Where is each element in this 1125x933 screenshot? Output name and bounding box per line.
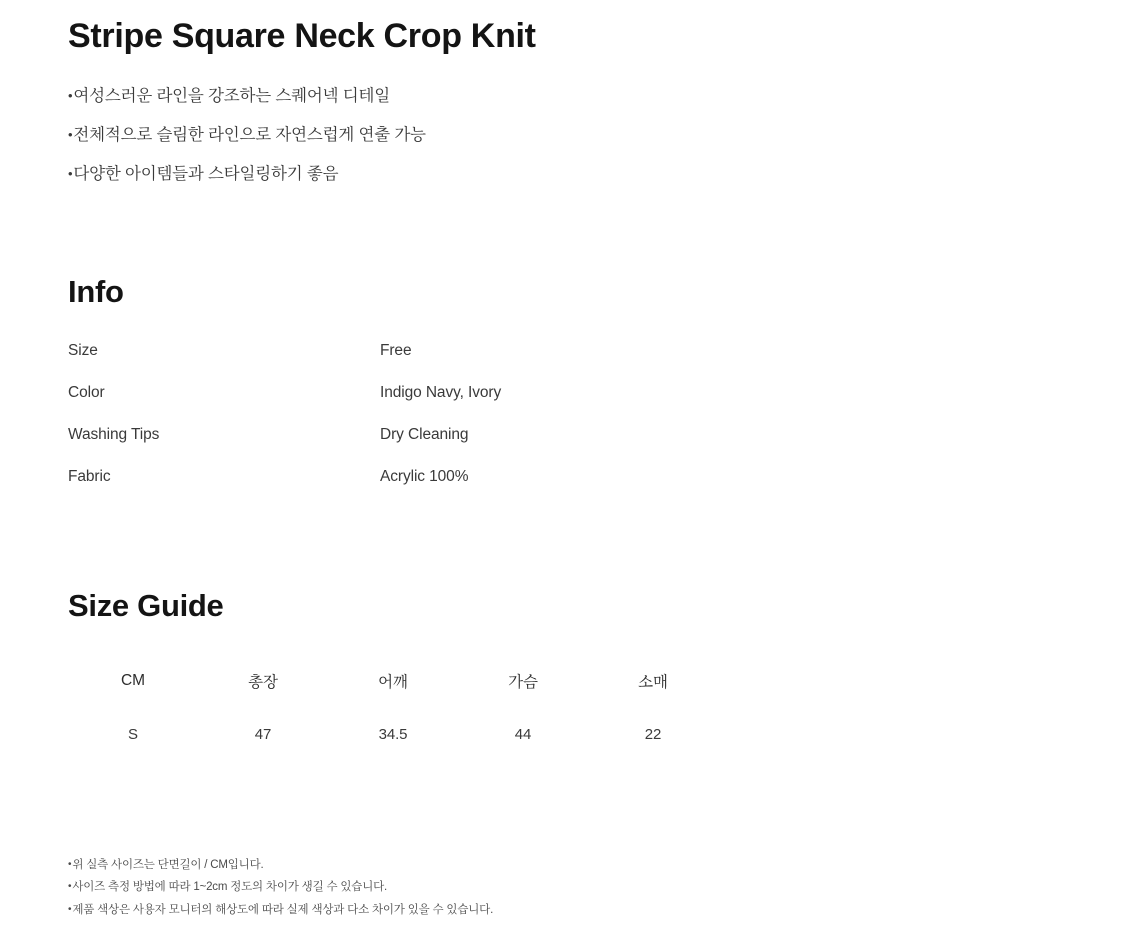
size-guide-section-heading: Size Guide (68, 588, 224, 624)
table-row (68, 468, 708, 510)
info-table (68, 342, 708, 510)
size-cell: 34.5 (378, 726, 408, 744)
bullet-icon: • (68, 881, 72, 893)
feature-list (68, 84, 1057, 186)
info-label: Color (68, 384, 105, 402)
feature-text: 다양한 아이템들과 스타일링하기 좋음 (73, 164, 339, 183)
table-row (68, 342, 708, 384)
size-column-header: 소매 (638, 674, 668, 692)
size-guide-table (68, 670, 718, 743)
footnote-text: 위 실측 사이즈는 단면길이 / CM입니다. (72, 858, 264, 871)
list-item (68, 857, 493, 875)
size-cell: 22 (644, 726, 662, 744)
size-column-header: 총장 (248, 674, 278, 692)
info-value: Indigo Navy, Ivory (380, 384, 502, 402)
list-item (68, 879, 493, 897)
info-label: Washing Tips (68, 426, 160, 444)
size-cell: S (128, 726, 138, 744)
info-section-heading: Info (68, 274, 124, 310)
bullet-icon: • (68, 858, 72, 870)
list-item (68, 902, 493, 920)
size-column-header: CM (121, 672, 145, 690)
info-value: Acrylic 100% (380, 468, 469, 486)
feature-text: 여성스러운 라인을 강조하는 스퀘어넥 디테일 (73, 87, 390, 106)
page-title: Stripe Square Neck Crop Knit (68, 17, 536, 55)
list-item (68, 162, 1057, 187)
size-cell: 47 (254, 726, 272, 744)
table-row (68, 426, 708, 468)
bullet-icon: • (68, 165, 73, 181)
bullet-icon: • (68, 904, 72, 916)
list-item (68, 84, 1057, 109)
table-header-row (68, 670, 718, 726)
size-column-header: 어깨 (378, 674, 408, 692)
table-row (68, 384, 708, 426)
bullet-icon: • (68, 88, 73, 104)
list-item (68, 123, 1057, 148)
feature-text: 전체적으로 슬림한 라인으로 자연스럽게 연출 가능 (73, 125, 426, 144)
size-column-header: 가슴 (508, 674, 538, 692)
info-value: Free (380, 342, 412, 360)
info-value: Dry Cleaning (380, 426, 469, 444)
info-label: Size (68, 342, 98, 360)
footnote-list (68, 857, 493, 925)
footnote-text: 제품 색상은 사용자 모니터의 해상도에 따라 실제 색상과 다소 차이가 있을 수 있습니다. (72, 904, 494, 917)
size-cell: 44 (514, 726, 532, 744)
table-row (68, 726, 718, 743)
bullet-icon: • (68, 126, 73, 142)
info-label: Fabric (68, 468, 111, 486)
footnote-text: 사이즈 측정 방법에 따라 1~2cm 정도의 차이가 생길 수 있습니다. (72, 881, 388, 894)
